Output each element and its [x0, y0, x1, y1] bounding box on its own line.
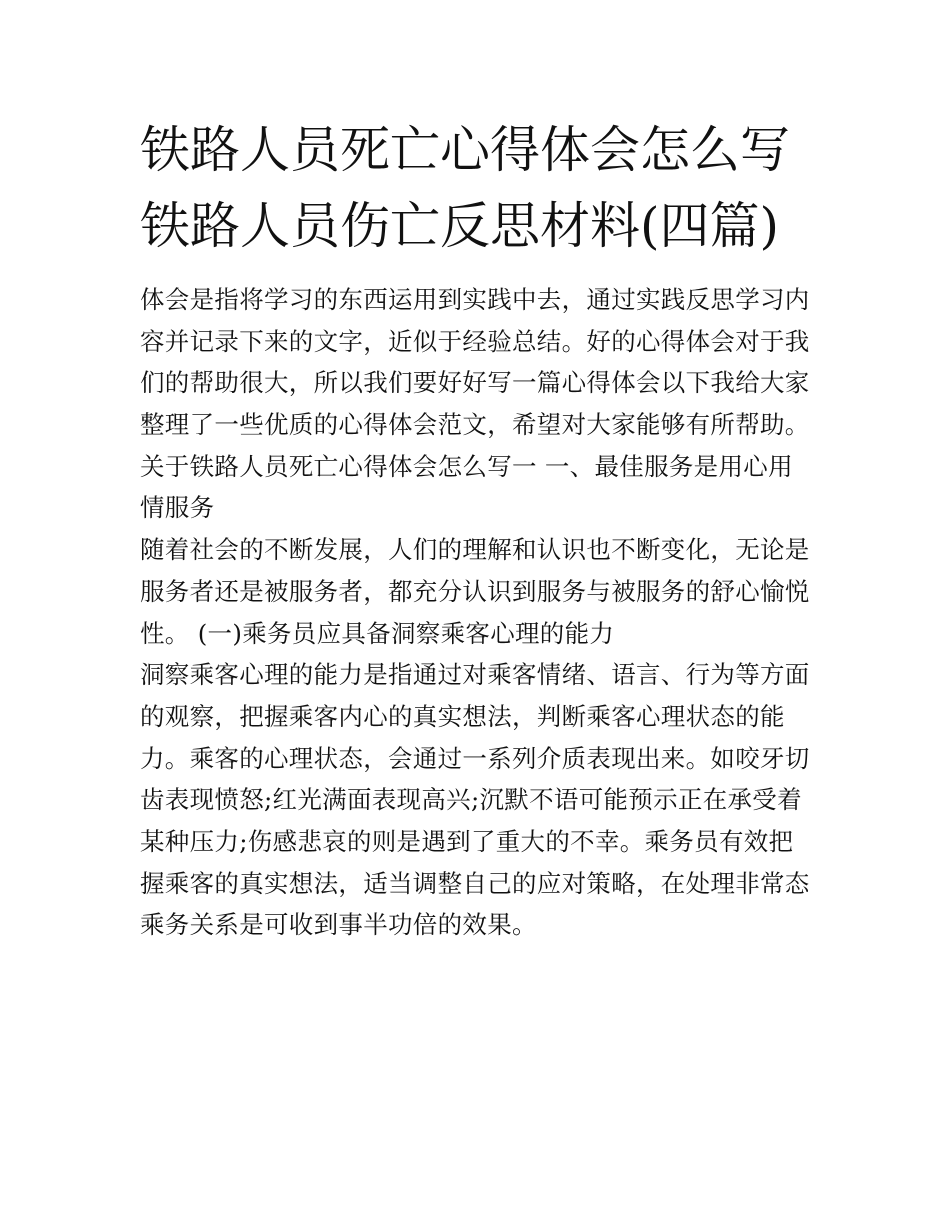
- body-line: 随着社会的不断发展，人们的理解和认识也不断变化，无论是: [140, 535, 810, 565]
- body-line: 乘务关系是可收到事半功倍的效果。: [140, 910, 537, 940]
- body-line: 洞察乘客心理的能力是指通过对乘客情绪、语言、行为等方面: [140, 660, 810, 690]
- body-line: 整理了一些优质的心得体会范文，希望对大家能够有所帮助。: [140, 410, 810, 440]
- body-line: 情服务: [140, 493, 215, 523]
- document-title: [140, 112, 820, 264]
- body-line: 性。 (一)乘务员应具备洞察乘客心理的能力: [140, 618, 615, 648]
- body-line: 齿表现愤怒;红光满面表现高兴;沉默不语可能预示正在承受着: [140, 785, 802, 815]
- body-line: 关于铁路人员死亡心得体会怎么写一 一、最佳服务是用心用: [140, 451, 793, 481]
- body-line: 容并记录下来的文字，近似于经验总结。好的心得体会对于我: [140, 326, 810, 356]
- body-line: 们的帮助很大，所以我们要好好写一篇心得体会以下我给大家: [140, 368, 810, 398]
- title-line: 铁路人员死亡心得体会怎么写: [140, 121, 790, 179]
- title-line: 铁路人员伤亡反思材料(四篇): [140, 197, 780, 255]
- body-line: 的观察，把握乘客内心的真实想法，判断乘客心理状态的能: [140, 701, 785, 731]
- body-line: 力。乘客的心理状态，会通过一系列介质表现出来。如咬牙切: [140, 743, 810, 773]
- document-body: [140, 279, 820, 946]
- body-line: 握乘客的真实想法，适当调整自己的应对策略，在处理非常态: [140, 868, 810, 898]
- body-line: 某种压力;伤感悲哀的则是遇到了重大的不幸。乘务员有效把: [140, 826, 794, 856]
- body-line: 体会是指将学习的东西运用到实践中去，通过实践反思学习内: [140, 285, 810, 314]
- body-line: 服务者还是被服务者，都充分认识到服务与被服务的舒心愉悦: [140, 576, 810, 606]
